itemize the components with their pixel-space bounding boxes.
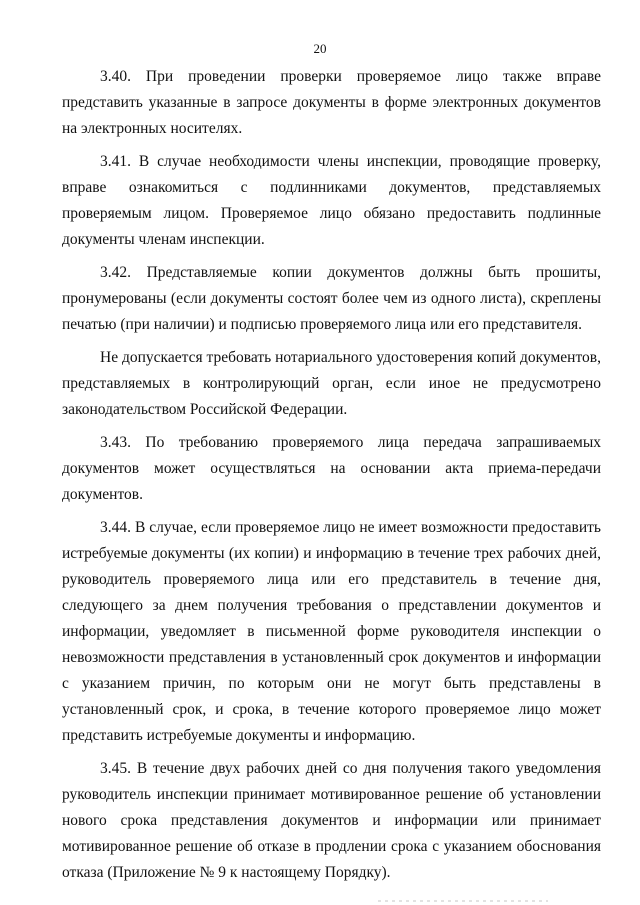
scan-artifact (378, 900, 548, 902)
document-body (62, 64, 601, 893)
paragraph-3-44: 3.44. В случае, если проверяемое лицо не имеет возможности предоставить истребуемые документы (их копии) и информацию в течение трех рабочих дней, руководитель проверяемого лица или его представитель в течение дня, следующего за днем получения требования о представлении документов и информации, уведомляет в письменной форме руководителя инспекции о невозможности представления в установленный срок документов и информации с указанием причин, по которым они не могут быть представлены в установленный срок, и срока, в течение которого проверяемое лицо может представить истребуемые документы и информацию. (62, 519, 601, 744)
paragraph-3-40: 3.40. При проведении проверки проверяемое лицо также вправе представить указанные в запросе документы в форме электронных документов на электронных носителях. (62, 68, 601, 137)
paragraph-3-43: 3.43. По требованию проверяемого лица передача запрашиваемых документов может осуществляться на основании акта приема-передачи документов. (62, 434, 601, 503)
paragraph-3-45: 3.45. В течение двух рабочих дней со дня получения такого уведомления руководитель инспекции принимает мотивированное решение об установлении нового срока представления документов и информации или принимает мотивированное решение об отказе в продлении срока с указанием обоснования отказа (Приложение № 9 к настоящему Порядку). (62, 760, 601, 881)
page-number: 20 (313, 41, 327, 56)
paragraph-notarization: Не допускается требовать нотариального удостоверения копий документов, представляемых в контролирующий орган, если иное не предусмотрено законодательством Российской Федерации. (62, 349, 601, 418)
paragraph-3-41: 3.41. В случае необходимости члены инспекции, проводящие проверку, вправе ознакомиться с подлинниками документов, представляемых проверяемым лицом. Проверяемое лицо обязано предоставить подлинные документы членам инспекции. (62, 153, 601, 248)
paragraph-3-42: 3.42. Представляемые копии документов должны быть прошиты, пронумерованы (если документы состоят более чем из одного листа), скреплены печатью (при наличии) и подписью проверяемого лица или его представителя. (62, 264, 601, 333)
